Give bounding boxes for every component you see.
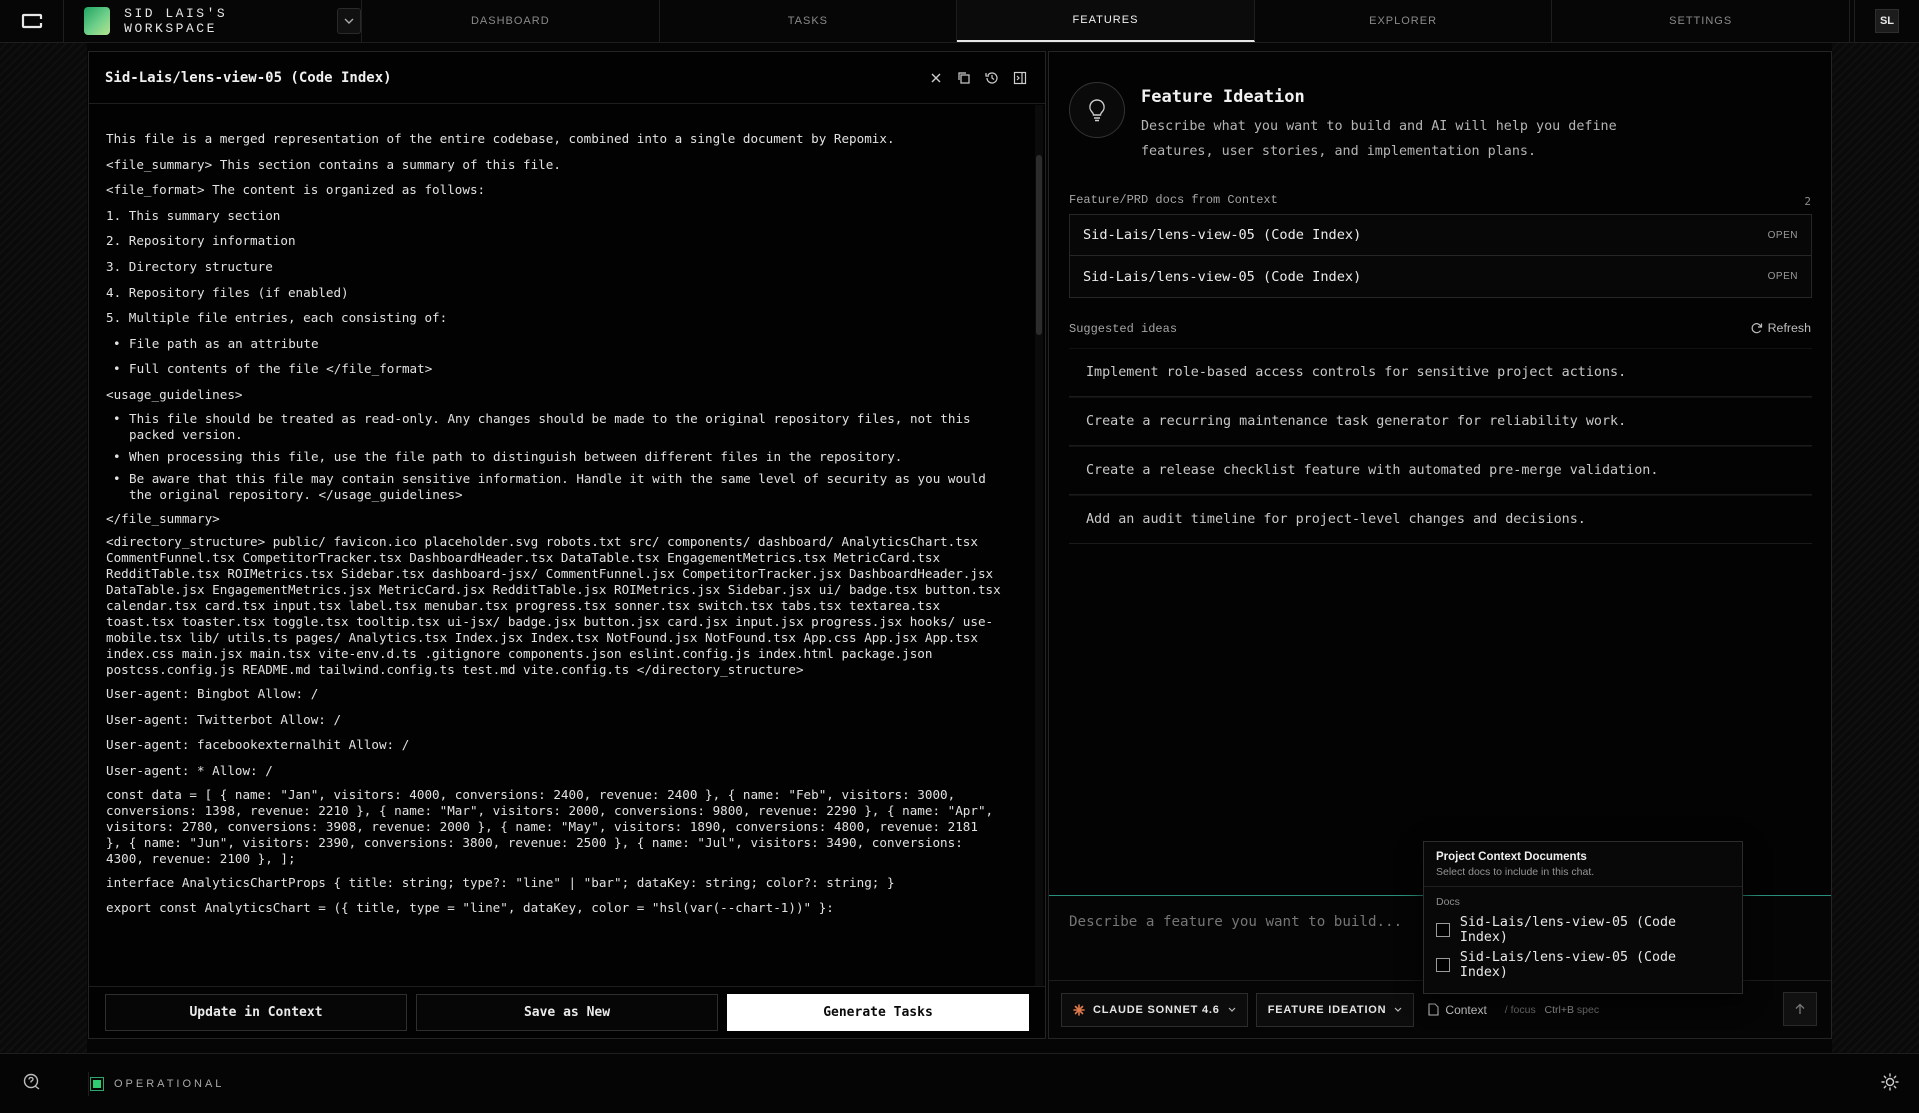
- doc-intro: This file is a merged representation of the entire codebase, combined into a single document by Repomix.: [106, 131, 895, 146]
- list-item: 2. Repository information: [106, 233, 296, 249]
- background-pattern-right: [1832, 43, 1919, 1053]
- list-item[interactable]: [1070, 256, 1811, 297]
- scrollbar-thumb[interactable]: [1036, 155, 1042, 335]
- send-button[interactable]: [1783, 992, 1817, 1026]
- popover-title: Project Context Documents: [1436, 851, 1587, 863]
- collapse-panel-button[interactable]: [1011, 69, 1029, 87]
- list-item: 1. This summary section: [106, 207, 281, 223]
- copy-icon: [957, 71, 971, 85]
- tab-tasks[interactable]: TASKS: [660, 0, 958, 42]
- arrow-up-icon: [1794, 1003, 1806, 1015]
- list-item: • When processing this file, use the file path to distinguish between different files in the repository.: [106, 449, 1015, 465]
- open-doc-button[interactable]: OPEN: [1767, 271, 1798, 282]
- context-button[interactable]: [1428, 1003, 1486, 1017]
- tab-dashboard[interactable]: DASHBOARD: [362, 0, 660, 42]
- avatar: SL: [1875, 9, 1899, 33]
- background-pattern-left: [0, 43, 87, 1053]
- mode-label: FEATURE IDEATION: [1267, 1003, 1387, 1016]
- list-item: 3. Directory structure: [106, 258, 273, 274]
- status-dot-icon: [90, 1077, 104, 1091]
- refresh-label: Refresh: [1767, 321, 1811, 335]
- doc-ordered-list: [106, 206, 1015, 328]
- shortcut-hint: [1505, 1004, 1599, 1016]
- list-item: 4. Repository files (if enabled): [106, 284, 349, 300]
- idea-item[interactable]: Add an audit timeline for project-level changes and decisions.: [1069, 495, 1812, 544]
- list-item: 5. Multiple file entries, each consisting of:: [106, 310, 448, 326]
- workspace-switcher[interactable]: [64, 0, 362, 42]
- document-scrollbar[interactable]: [1035, 105, 1043, 986]
- open-doc-button[interactable]: OPEN: [1767, 229, 1798, 241]
- doc-format-open: <file_format> The content is organized as follows:: [106, 182, 486, 198]
- model-label: CLAUDE SONNET 4.6: [1093, 1003, 1220, 1016]
- idea-item[interactable]: Implement role-based access controls for sensitive project actions.: [1069, 348, 1812, 397]
- ideation-header: [1069, 82, 1661, 164]
- doc-summary-close: </file_summary>: [106, 510, 220, 526]
- history-icon: [985, 71, 999, 85]
- idea-item[interactable]: Create a recurring maintenance task generator for reliability work.: [1069, 397, 1812, 446]
- copy-button[interactable]: [955, 69, 973, 87]
- document-viewer: [88, 51, 1046, 1039]
- popover-doc-option[interactable]: [1424, 947, 1742, 982]
- doc-agent-line: User-agent: facebookexternalhit Allow: /: [106, 737, 410, 753]
- refresh-icon: [1750, 322, 1763, 335]
- list-item[interactable]: [1070, 215, 1811, 256]
- doc-agent-line: User-agent: Twitterbot Allow: /: [106, 711, 342, 727]
- collapse-panel-icon: [1013, 71, 1027, 85]
- doc-option-label: Sid-Lais/lens-view-05 (Code Index): [1459, 949, 1677, 980]
- refresh-button[interactable]: [1750, 321, 1811, 335]
- doc-name: Sid-Lais/lens-view-05 (Code Index): [1083, 268, 1362, 285]
- idea-item[interactable]: Create a release checklist feature with automated pre-merge validation.: [1069, 446, 1812, 495]
- app-logo[interactable]: [0, 0, 64, 42]
- list-item: • File path as an attribute: [106, 334, 1015, 354]
- list-item: • This file should be treated as read-only. Any changes should be made to the original repository files, not this packed version.: [106, 411, 1015, 443]
- doc-code-data: const data = [ { name: "Jan", visitors: 4000, conversions: 2400, revenue: 2400 }, { name: "Feb", visitors: 3000, conversions: 1398, revenue: 2210 }, { name: "Mar", visitors: 2000, conversions: 9800, revenue: 2290 }, { name: "Apr", visitors: 2780, conversions: 3908, revenue: 2000 }, { name: "May", visitors: 1890, conversions: 4800, revenue: 2181 }, { name: "Jun", visitors: 2390, conversions: 3800, revenue: 2500 }, { name: "Jul", visitors: 3490, conversions: 4300, revenue: 2100 }, ];: [106, 786, 994, 866]
- suggested-ideas-label: Suggested ideas: [1069, 322, 1178, 336]
- app-logo-icon: [21, 13, 43, 29]
- tab-features[interactable]: FEATURES: [957, 0, 1255, 42]
- main-nav: [362, 0, 1854, 42]
- popover-doc-option[interactable]: [1424, 912, 1742, 947]
- theme-toggle[interactable]: [1881, 1073, 1899, 1095]
- hint-spec: spec: [1576, 1003, 1600, 1016]
- workspace-dropdown-button[interactable]: [337, 8, 361, 34]
- doc-agent-line: User-agent: * Allow: /: [106, 762, 273, 778]
- doc-name: Sid-Lais/lens-view-05 (Code Index): [1083, 227, 1362, 243]
- doc-directory: <directory_structure> public/ favicon.ico placeholder.svg robots.txt src/ components/ dashboard/ AnalyticsChart.tsx CommentFunnel.tsx CompetitorTracker.tsx DashboardHeader.tsx DataTable.tsx EngagementMetrics.tsx MetricCard.tsx RedditTable.tsx ROIMetrics.tsx Sidebar.tsx dashboard-jsx/ CommentFunnel.jsx CompetitorTracker.jsx DashboardHeader.jsx DataTable.jsx EngagementMetrics.jsx MetricCard.jsx RedditTable.jsx ROIMetrics.jsx Sidebar.jsx ui/ badge.tsx button.tsx calendar.tsx card.tsx input.tsx label.tsx menubar.tsx progress.tsx sonner.tsx switch.tsx tabs.tsx textarea.tsx toast.tsx toaster.tsx toggle.tsx tooltip.tsx ui-jsx/ badge.jsx button.jsx card.jsx input.jsx progress.jsx hooks/ use-mobile.tsx lib/ utils.ts pages/ Analytics.tsx Index.jsx Index.tsx NotFound.jsx NotFound.tsx App.css App.jsx App.tsx index.css main.jsx main.tsx vite-env.d.ts .gitignore components.json eslint.config.js index.html package.json postcss.config.js README.md tailwind.config.ts test.md vite.config.ts </directory_structure>: [106, 534, 1001, 678]
- doc-summary-open: <file_summary> This section contains a summary of this file.: [106, 156, 561, 172]
- help-icon: [23, 1073, 41, 1091]
- hint-keys: Ctrl+B: [1544, 1003, 1574, 1016]
- docs-section-label: Feature/PRD docs from Context: [1069, 193, 1278, 207]
- hint-focus: focus: [1510, 1003, 1536, 1016]
- doc-code-interface: interface AnalyticsChartProps { title: string; type?: "line" | "bar"; dataKey: string; color?: string; }: [106, 874, 895, 890]
- doc-code-export: export const AnalyticsChart = ({ title, type = "line", dataKey, color = "hsl(var(--chart-1))" }:: [106, 900, 834, 916]
- list-item: • Be aware that this file may contain sensitive information. Handle it with the same level of security as you would the original repository. </usage_guidelines>: [106, 471, 1015, 503]
- lightbulb-icon: [1069, 82, 1125, 138]
- hint-slash: /: [1504, 1003, 1508, 1016]
- workspace-name: SID LAIS'S WORKSPACE: [124, 6, 228, 36]
- doc-usage-bullets: [106, 411, 1015, 503]
- ideation-description: Describe what you want to build and AI will help you define features, user stories, and implementation plans.: [1141, 119, 1617, 159]
- history-button[interactable]: [983, 69, 1001, 87]
- suggested-ideas-list: [1069, 348, 1812, 544]
- tab-settings[interactable]: SETTINGS: [1552, 0, 1850, 42]
- document-title: Sid-Lais/lens-view-05 (Code Index): [105, 69, 392, 86]
- doc-usage-open: <usage_guidelines>: [106, 386, 243, 402]
- model-selector[interactable]: [1061, 993, 1248, 1027]
- mode-selector[interactable]: [1256, 993, 1415, 1027]
- generate-tasks-button[interactable]: Generate Tasks: [727, 994, 1029, 1031]
- feature-input[interactable]: [1069, 914, 1419, 930]
- chevron-down-icon: [344, 18, 354, 24]
- context-doc-list: [1069, 214, 1812, 298]
- document-footer: [89, 986, 1045, 1038]
- context-docs-popover: [1423, 841, 1743, 994]
- doc-option-label: Sid-Lais/lens-view-05 (Code Index): [1459, 914, 1677, 945]
- status-bar: [0, 1053, 1919, 1113]
- document-header: [89, 52, 1045, 104]
- doc-entry-bullets: [106, 334, 1015, 379]
- help-button[interactable]: [23, 1073, 41, 1095]
- close-button[interactable]: [927, 69, 945, 87]
- context-label: Context: [1445, 1002, 1487, 1017]
- update-in-context-button[interactable]: Update in Context: [105, 994, 407, 1031]
- tab-explorer[interactable]: EXPLORER: [1255, 0, 1553, 42]
- chevron-down-icon: [1394, 1007, 1402, 1012]
- top-bar: [0, 0, 1919, 43]
- doc-checkbox[interactable]: [1436, 958, 1450, 972]
- workspace-avatar: [84, 7, 110, 35]
- doc-checkbox[interactable]: [1436, 923, 1450, 937]
- close-icon: [930, 72, 942, 84]
- chevron-down-icon: [1228, 1007, 1236, 1012]
- save-as-new-button[interactable]: Save as New: [416, 994, 718, 1031]
- docs-count: 2: [1804, 195, 1811, 208]
- popover-subtitle: Select docs to include in this chat.: [1436, 866, 1595, 878]
- list-item: • Full contents of the file </file_format>: [106, 359, 1015, 379]
- ideation-title: Feature Ideation: [1141, 87, 1305, 107]
- document-content[interactable]: [89, 105, 1031, 986]
- status-indicator: [88, 1072, 224, 1096]
- popover-section-label: Docs: [1436, 896, 1460, 908]
- document-icon: [1428, 1003, 1439, 1016]
- status-label: OPERATIONAL: [114, 1078, 225, 1090]
- user-menu[interactable]: [1854, 0, 1919, 42]
- doc-agent-line: User-agent: Bingbot Allow: /: [106, 686, 319, 702]
- sun-icon: [1881, 1073, 1899, 1091]
- claude-icon: [1073, 1004, 1085, 1016]
- popover-header: [1424, 842, 1742, 887]
